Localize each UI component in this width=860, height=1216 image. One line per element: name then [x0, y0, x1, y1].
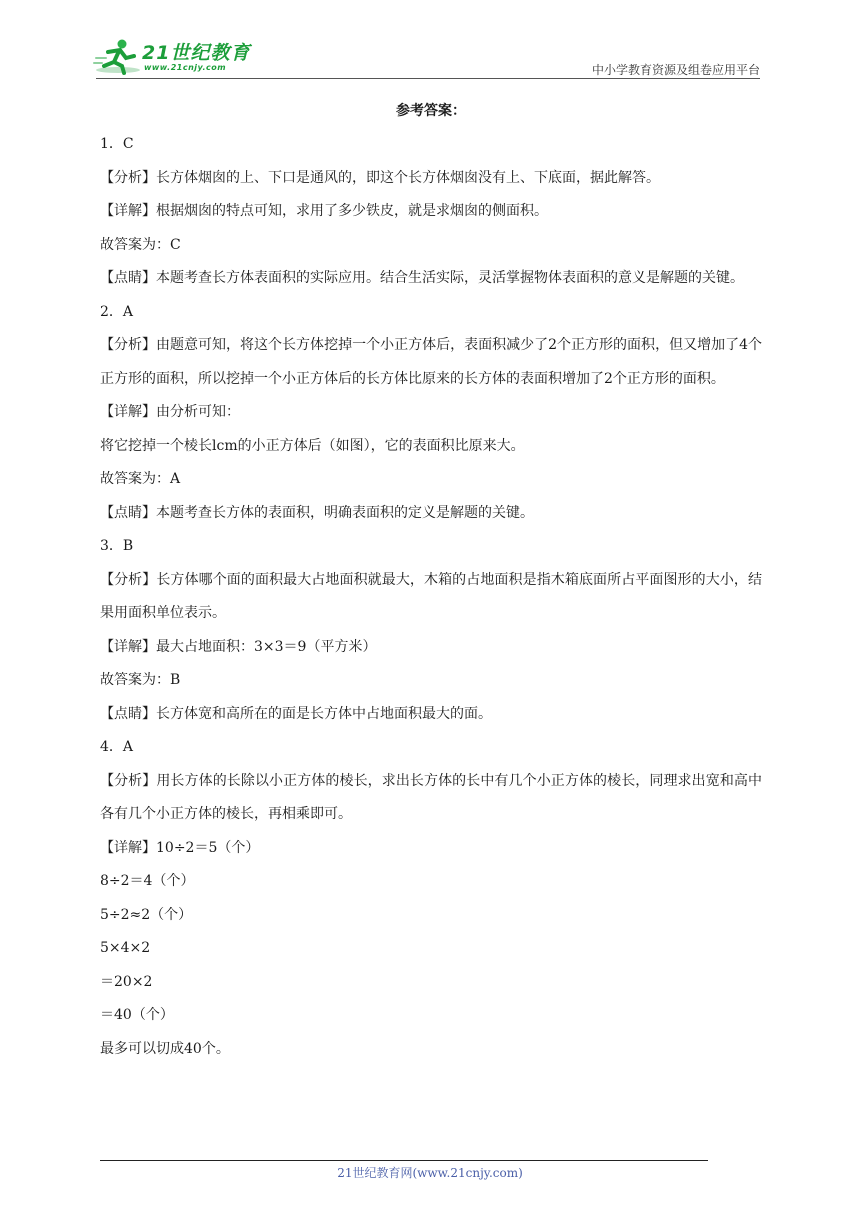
answer-4-step-4: ＝20×2 [100, 973, 153, 990]
answer-2-analysis: 【分析】由题意可知，将这个长方体挖掉一个小正方体后，表面积减少了2个正方形的面积，但又增加了4个正方形的面积，所以挖掉一个小正方体后的长方体比原来的长方体的表面积增加了2个正方形的面积。 [100, 337, 762, 387]
answer-4-step-3: 5×4×2 [100, 940, 151, 956]
answer-2-detail: 【详解】由分析可知： [100, 404, 240, 420]
footer-link[interactable]: 21世纪教育网(www.21cnjy.com) [337, 1166, 523, 1180]
answer-1-comment: 【点睛】本题考查长方体表面积的实际应用。结合生活实际，灵活掌握物体表面积的意义是解题的关键。 [100, 270, 744, 286]
answer-2-result: 故答案为：A [100, 471, 181, 487]
answer-3-analysis: 【分析】长方体哪个面的面积最大占地面积就最大，木箱的占地面积是指木箱底面所占平面图形的大小，结果用面积单位表示。 [100, 571, 762, 621]
platform-name: 中小学教育资源及组卷应用平台 [591, 63, 760, 77]
answer-4-step-1: 8÷2＝4（个） [100, 873, 195, 889]
answer-3-detail: 【详解】最大占地面积：3×3＝9（平方米） [100, 638, 377, 655]
page-header [0, 0, 860, 90]
answer-4-analysis: 【分析】用长方体的长除以小正方体的棱长，求出长方体的长中有几个小正方体的棱长，同理求出宽和高中各有几个小正方体的棱长，再相乘即可。 [100, 772, 762, 822]
answer-2-choice: 2．A [100, 303, 134, 320]
runner-icon [92, 36, 140, 76]
answer-3-choice: 3．B [100, 538, 134, 554]
footer-divider [100, 1160, 708, 1161]
answer-1-detail: 【详解】根据烟囱的特点可知，求用了多少铁皮，就是求烟囱的侧面积。 [100, 203, 548, 219]
site-logo[interactable] [92, 36, 262, 76]
answer-content [100, 96, 762, 1066]
answer-4-detail: 【详解】10÷2＝5（个） [100, 839, 260, 856]
answer-2-comment: 【点睛】本题考查长方体的表面积，明确表面积的定义是解题的关键。 [100, 504, 534, 521]
answers-title: 参考答案： [396, 103, 466, 119]
answer-4-step-2: 5÷2≈2（个） [100, 906, 193, 923]
answer-4-choice: 4．A [100, 739, 134, 755]
logo-url: www.21cnjy.com [144, 63, 227, 72]
answer-4-conclusion: 最多可以切成40个。 [100, 1040, 230, 1057]
answer-3-result: 故答案为：B [100, 672, 181, 688]
answer-4-step-5: ＝40（个） [100, 1007, 174, 1023]
logo-text: 21世纪教育 [142, 42, 251, 64]
answer-3-comment: 【点睛】长方体宽和高所在的面是长方体中占地面积最大的面。 [100, 705, 492, 722]
answer-1-choice: 1．C [100, 136, 134, 152]
header-divider [96, 78, 760, 79]
answer-1-analysis: 【分析】长方体烟囱的上、下口是通风的，即这个长方体烟囱没有上、下底面，据此解答。 [100, 169, 660, 186]
answer-1-result: 故答案为：C [100, 236, 181, 253]
answer-2-detail-line: 将它挖掉一个棱长lcm的小正方体后（如图），它的表面积比原来大。 [100, 437, 525, 454]
